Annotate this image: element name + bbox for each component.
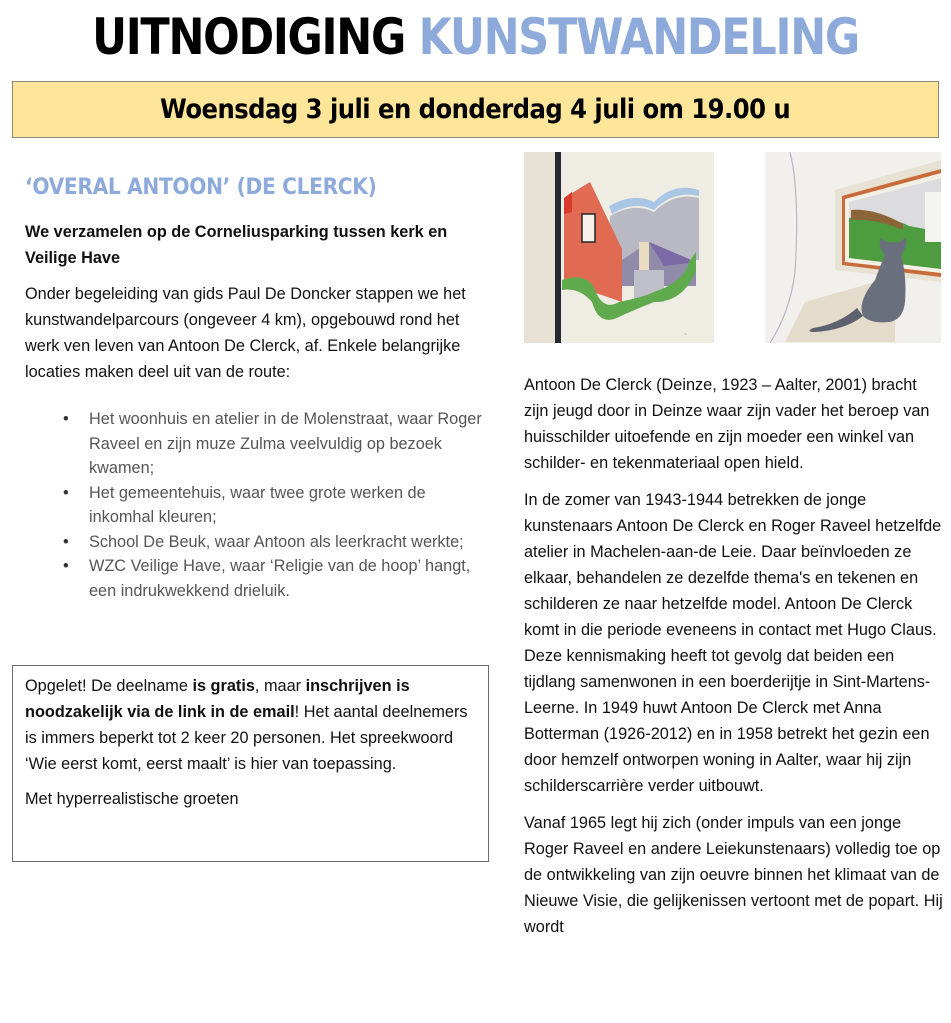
registration-notice-box bbox=[12, 665, 489, 862]
notice-text-2: , maar bbox=[254, 677, 306, 695]
notice-text-3: ! Het aantal deelnemers is immers beperkt tot 2 keer 20 personen. Het spreekwoord ‘Wie eerst komt, eerst maalt’ is hier van toepassing. bbox=[25, 703, 468, 773]
date-banner-text: Woensdag 3 juli en donderdag 4 juli om 19.00 u bbox=[160, 94, 791, 125]
page-title bbox=[67, 4, 885, 70]
left-column bbox=[25, 168, 485, 603]
meeting-point: We verzamelen op de Corneliusparking tussen kerk en Veilige Have bbox=[25, 223, 448, 267]
artist-signature: ~ bbox=[684, 332, 687, 338]
list-item: • WZC Veilige Have, waar ‘Religie van de hoop’ hangt, een indrukwekkend drieluik. bbox=[63, 554, 485, 603]
list-item: • Het woonhuis en atelier in de Molenstraat, waar Roger Raveel en zijn muze Zulma veelvuldig op bezoek kwamen; bbox=[63, 407, 485, 481]
house-landscape-painting bbox=[524, 152, 714, 343]
cat-painting-svg bbox=[765, 152, 941, 343]
cat-window-painting bbox=[765, 152, 941, 343]
notice-registration-required: inschrijven is noodzakelijk via de link in de email bbox=[25, 677, 410, 721]
closing-greeting: Met hyperrealistische groeten bbox=[25, 790, 239, 808]
registration-notice bbox=[25, 673, 476, 777]
notice-text-1: Opgelet! De deelname bbox=[25, 677, 193, 695]
section-title: ‘OVERAL ANTOON’ (DE CLERCK) bbox=[25, 175, 377, 200]
list-item: • School De Beuk, waar Antoon als leerkracht werkte; bbox=[63, 530, 485, 555]
locations-list bbox=[25, 407, 485, 603]
date-banner bbox=[12, 81, 939, 138]
notice-free: is gratis bbox=[192, 677, 255, 695]
house-painting-svg bbox=[524, 152, 714, 343]
title-artwalk: KUNSTWANDELING bbox=[418, 8, 859, 66]
intro-paragraph: Onder begeleiding van gids Paul De Doncker stappen we het kunstwandelparcours (ongeveer 4 km), opgebouwd rond het werk ven leven van Antoon De Clerck, af. Enkele belangrijke locaties maken deel uit van de route: bbox=[25, 285, 466, 381]
right-column bbox=[524, 372, 944, 951]
bio-paragraph-3: Vanaf 1965 legt hij zich (onder impuls van een jonge Roger Raveel en andere Leiekunstenaars) volledig toe op de ontwikkeling van zijn oeuvre binnen het klimaat van de Nieuwe Visie, die gelijkenissen vertoont met de popart. Hij wordt bbox=[524, 814, 943, 936]
title-invitation: UITNODIGING bbox=[92, 8, 405, 66]
bio-paragraph-2: In de zomer van 1943-1944 betrekken de jonge kunstenaars Antoon De Clerck en Roger Raveel hetzelfde atelier in Machelen-aan-de Leie. Daar beïnvloeden ze elkaar, behandelen ze dezelfde thema's en tekenen en schilderen ze naar hetzelfde model. Antoon De Clerck komt in die periode eveneens in contact met Hugo Claus. Deze kennismaking heeft tot gevolg dat beiden een tijdlang samenwonen in een boerderijtje in Sint-Martens-Leerne. In 1949 huwt Antoon De Clerck met Anna Botterman (1926-2012) en in 1958 betrekt het gezin een door hemzelf ontworpen woning in Aalter, waar hij zijn schilderscarrière verder uitbouwt. bbox=[524, 491, 942, 795]
list-item: • Het gemeentehuis, waar twee grote werken de inkomhal kleuren; bbox=[63, 481, 485, 530]
bio-paragraph-1: Antoon De Clerck (Deinze, 1923 – Aalter, 2001) bracht zijn jeugd door in Deinze waar zijn vader het beroep van huisschilder uitoefende en zijn moeder een winkel van schilder- en tekenmateriaal open hield. bbox=[524, 376, 930, 472]
